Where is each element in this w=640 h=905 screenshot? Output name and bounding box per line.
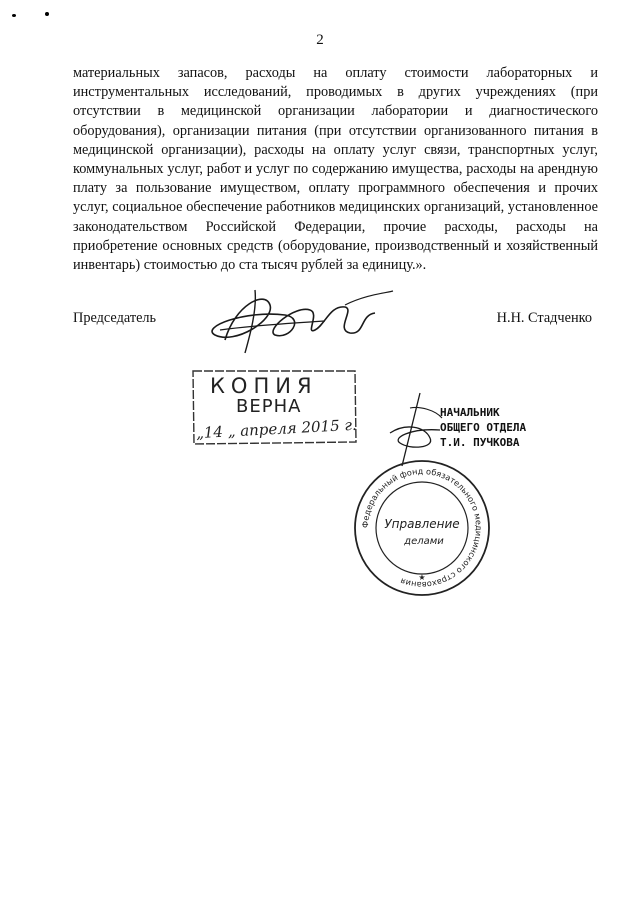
certifying-officer-block — [440, 405, 526, 450]
chairman-signature — [195, 285, 395, 355]
copy-stamp-date: „14 „ апреля 2015 г. — [195, 415, 358, 443]
scan-speck — [45, 12, 49, 16]
seal-star-icon: ★ — [418, 573, 426, 582]
page-number: 2 — [316, 32, 324, 48]
organization-seal — [352, 458, 492, 598]
seal-center-line2: делами — [404, 536, 444, 547]
scan-speck — [12, 14, 16, 17]
seal-center-line1: Управление — [384, 517, 460, 531]
officer-department: ОБЩЕГО ОТДЕЛА — [440, 421, 527, 434]
officer-title: НАЧАЛЬНИК — [440, 406, 500, 419]
chairman-label: Председатель — [73, 310, 157, 326]
seal-ring-text: Федеральный фонд обязательного медицинского страхования — [359, 465, 485, 591]
copy-stamp-subtitle: ВЕРНА — [236, 396, 302, 417]
officer-name: Т.И. ПУЧКОВА — [440, 436, 520, 449]
body-paragraph: материальных запасов, расходы на оплату стоимости лабораторных и инструментальных исследований, проводимых в других учреждениях (при отсутствии в медицинской организации лаборатории и диагностического оборудования), организации питания (при отсутствии организованного питания в медицинской организации), расходы на оплату услуг связи, транспортных услуг, коммунальных услуг, работ и услуг по содержанию имущества, расходы на арендную плату за пользование имуществом, оплату программного обеспечения и прочих услуг, социальное обеспечение работников медицинских организаций, установленное законодательством Российской Федерации, прочие расходы, расходы на приобретение основных средств (оборудование, производственный и хозяйственный инвентарь) стоимостью до ста тысяч рублей за единицу.». — [73, 65, 598, 274]
chairman-name: Н.Н. Стадченко — [496, 310, 592, 326]
copy-stamp-title: КОПИЯ — [210, 374, 318, 398]
